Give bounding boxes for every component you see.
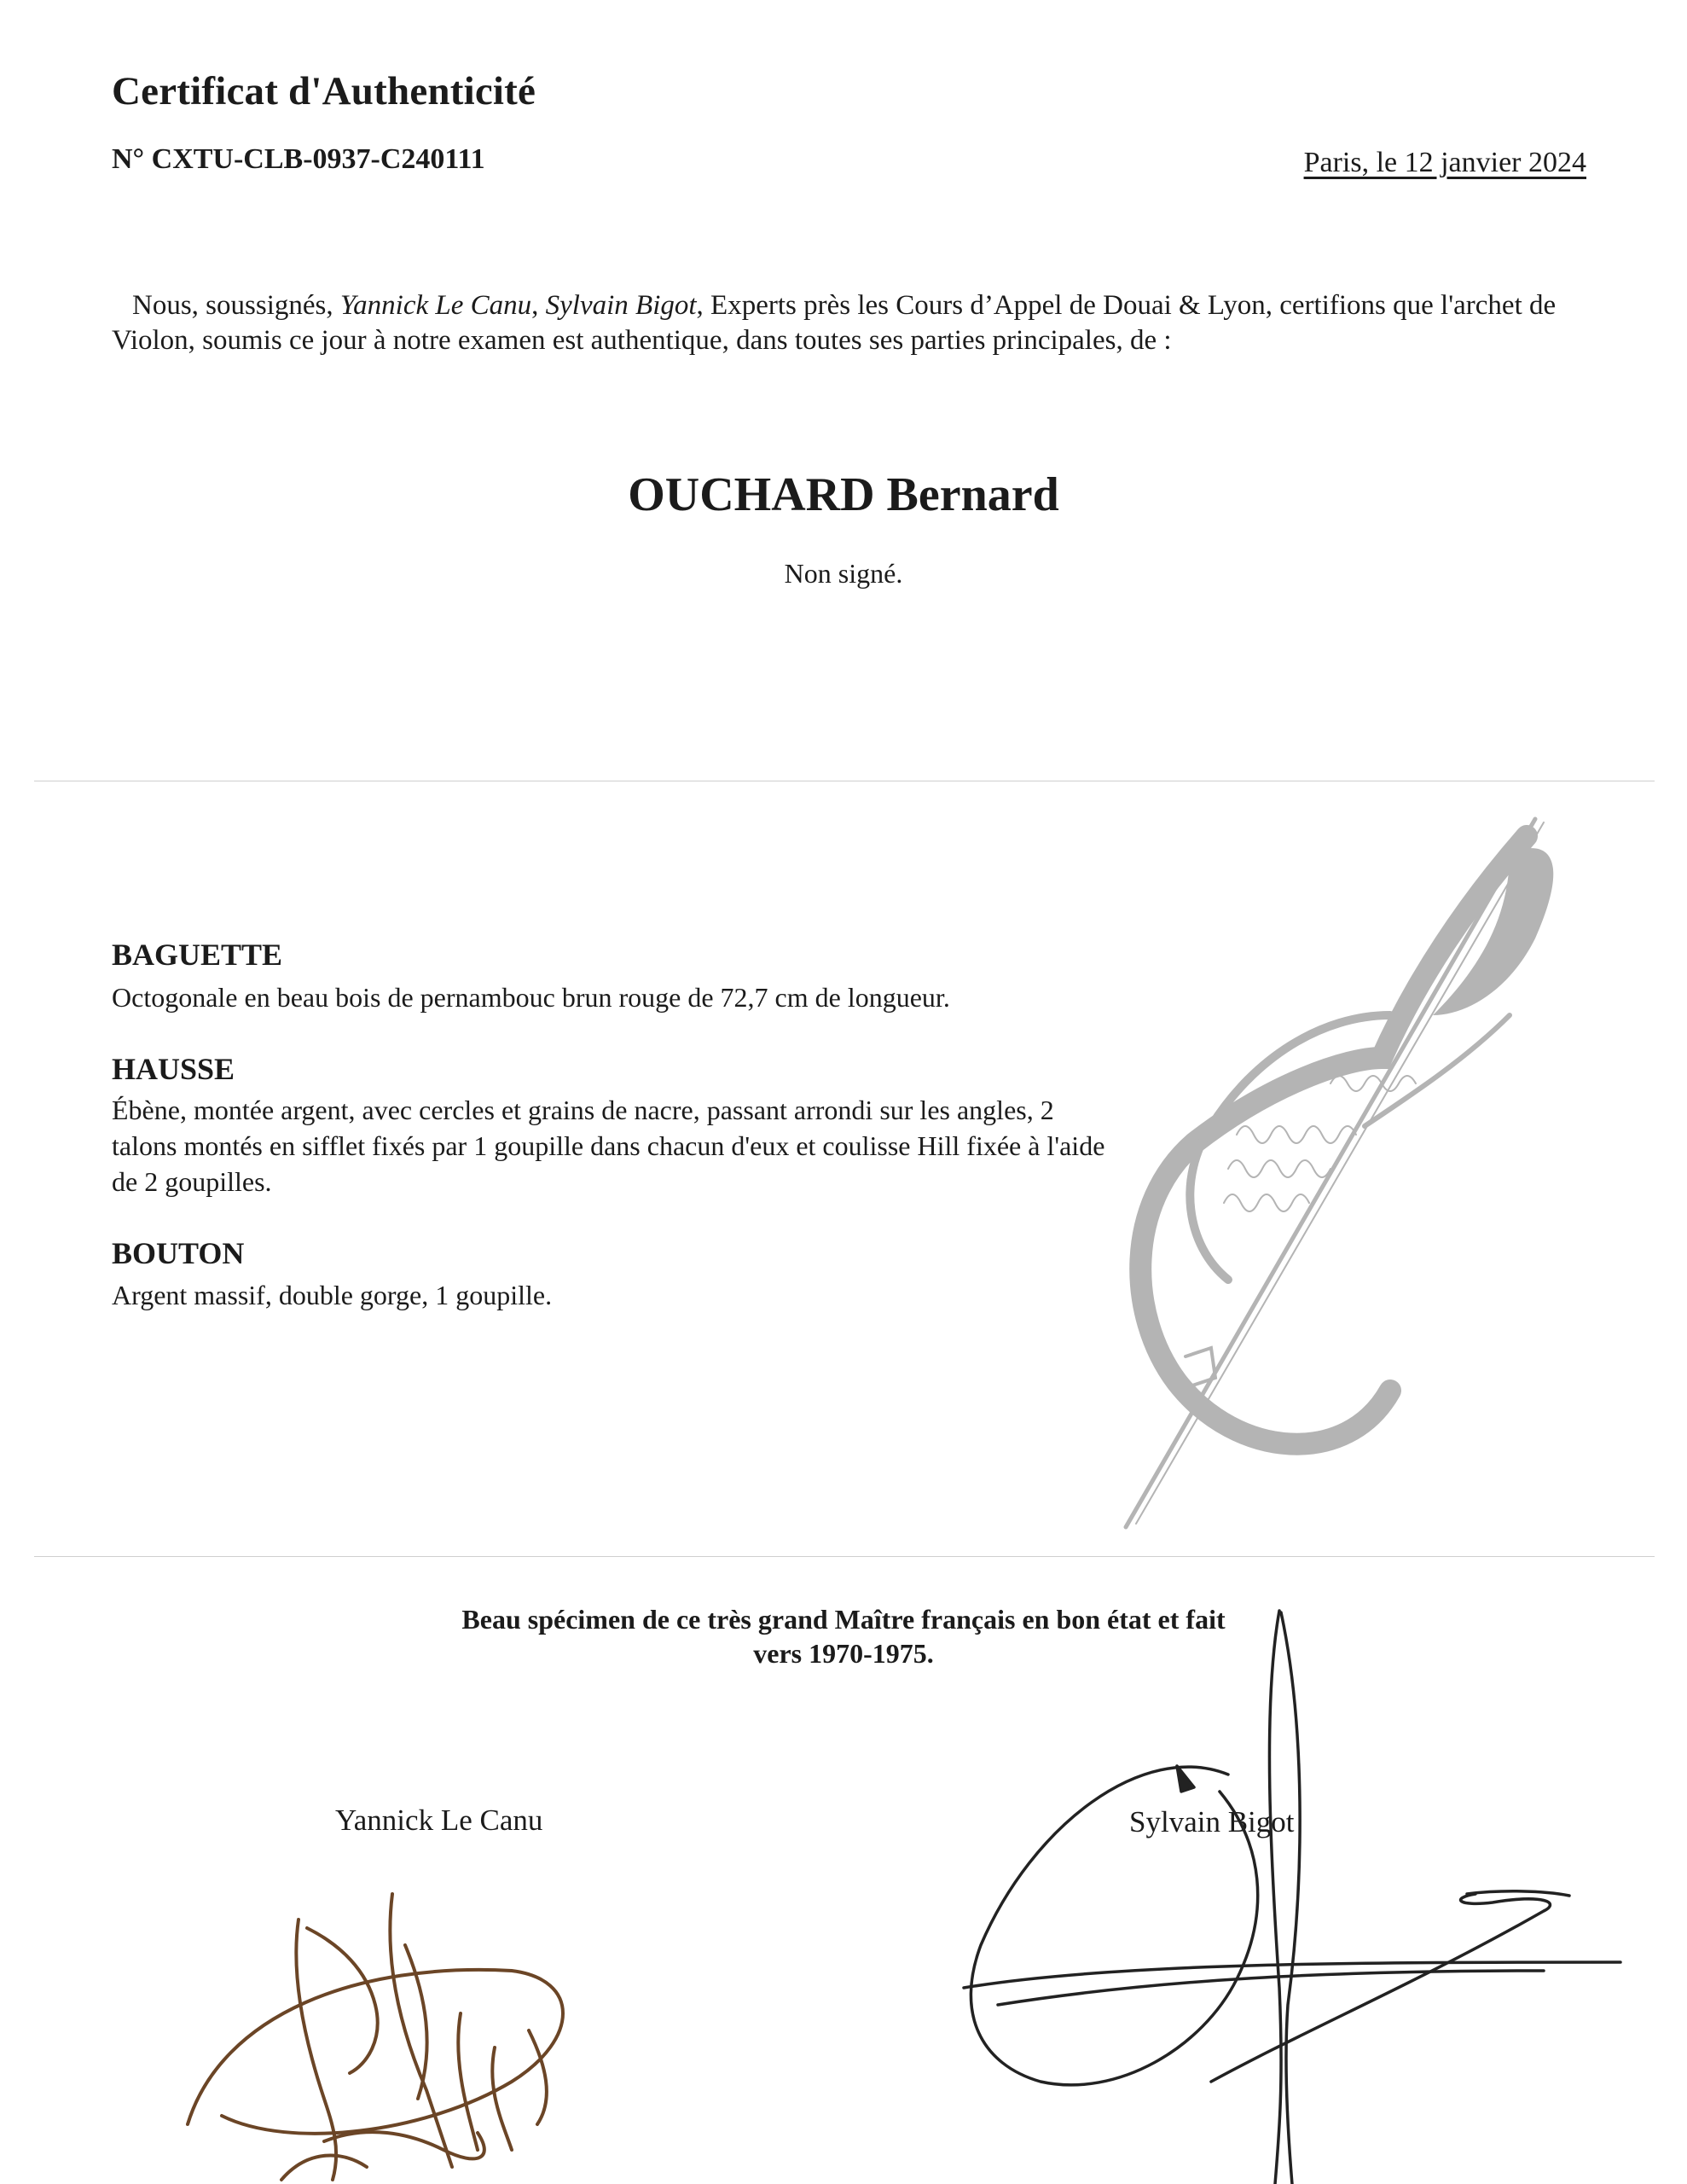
section-text-hausse: Ébène, montée argent, avec cercles et grains de nacre, passant arrondi sur les angles, 2 talons montés en sifflet fixés par 1 goupille dans chacun d'eux et coulisse Hill fixée à l'aide de 2 goupilles. (112, 1095, 1105, 1197)
maker-name: OUCHARD Bernard (628, 468, 1059, 521)
intro-before: Nous, soussignés, (132, 290, 340, 321)
section-text-bouton: Argent massif, double gorge, 1 goupille. (112, 1280, 553, 1310)
divider-bottom (34, 1556, 1655, 1557)
handwritten-signature-left (171, 1843, 614, 2184)
intro-paragraph (112, 288, 1579, 358)
signed-status: Non signé. (784, 558, 903, 589)
expert-name-2: Sylvain Bigot (545, 290, 697, 321)
intro-separator: , (531, 290, 546, 321)
bow-ribbon-watermark-icon (1109, 802, 1586, 1536)
intro-after: , Experts près les Cours d’Appel de Douai & Lyon, certifions que l'archet de Violon, soumis ce jour à notre examen est authentique, dans toutes ses parties principales, de : (112, 290, 1557, 356)
signatory-name-left: Yannick Le Canu (335, 1804, 543, 1837)
signatory-name-right: Sylvain Bigot (1129, 1805, 1295, 1838)
certificate-title: Certificat d'Authenticité (112, 69, 536, 113)
section-title-bouton: BOUTON (112, 1236, 245, 1270)
conclusion-line-1: Beau spécimen de ce très grand Maître français en bon état et fait (461, 1604, 1226, 1635)
section-title-baguette: BAGUETTE (112, 938, 283, 972)
section-title-hausse: HAUSSE (112, 1052, 235, 1086)
handwritten-signature-right (947, 1604, 1629, 2184)
expert-name-1: Yannick Le Canu (339, 290, 532, 321)
section-text-baguette: Octogonale en beau bois de pernambouc brun rouge de 72,7 cm de longueur. (112, 982, 950, 1013)
conclusion-line-2: vers 1970-1975. (753, 1638, 934, 1669)
place-date: Paris, le 12 janvier 2024 (1303, 147, 1586, 178)
certificate-number: N° CXTU-CLB-0937-C240111 (112, 143, 485, 175)
